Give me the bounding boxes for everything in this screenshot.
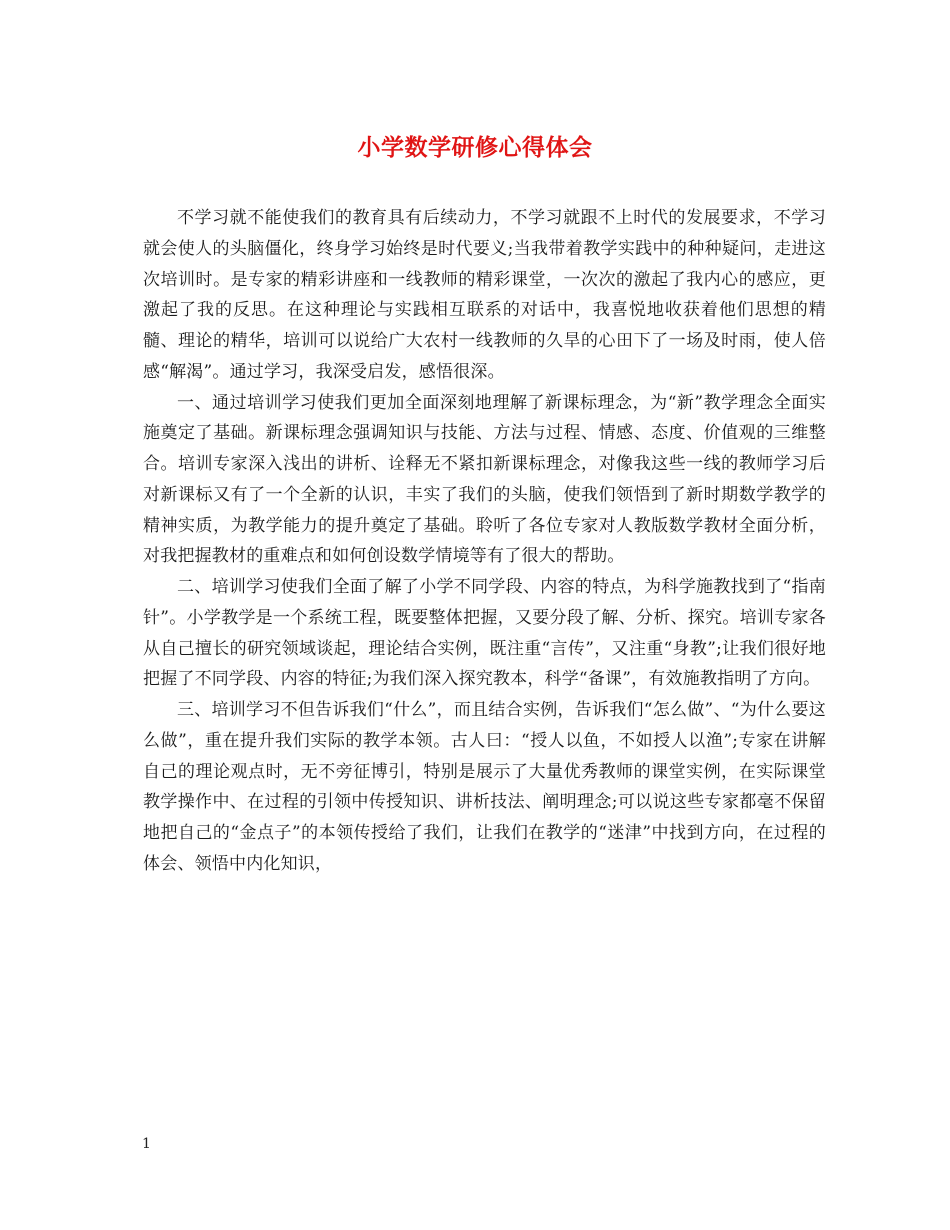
- paragraph-intro: 不学习就不能使我们的教育具有后续动力，不学习就跟不上时代的发展要求，不学习就会使人的头脑僵化，终身学习始终是时代要义;当我带着教学实践中的种种疑问，走进这次培训时。是专家的精彩讲座和一线教师的精彩课堂，一次次的激起了我内心的感应，更激起了我的反思。在这种理论与实践相互联系的对话中，我喜悦地收获着他们思想的精髓、理论的精华，培训可以说给广大农村一线教师的久旱的心田下了一场及时雨，使人倍感“解渴”。通过学习，我深受启发，感悟很深。: [143, 208, 826, 382]
- document-title: 小学数学研修心得体会: [357, 134, 593, 161]
- document-body: [143, 203, 826, 880]
- paragraph-section-2: 二、培训学习使我们全面了解了小学不同学段、内容的特点，为科学施教找到了“指南针”。小学教学是一个系统工程，既要整体把握，又要分段了解、分析、探究。培训专家各从自己擅长的研究领域谈起，理论结合实例，既注重“言传”，又注重“身教”;让我们很好地把握了不同学段、内容的特征;为我们深入探究教本，科学“备课”，有效施教指明了方向。: [143, 577, 826, 690]
- paragraph-section-1: 一、通过培训学习使我们更加全面深刻地理解了新课标理念，为“新”教学理念全面实施奠定了基础。新课标理念强调知识与技能、方法与过程、情感、态度、价值观的三维整合。培训专家深入浅出的讲析、诠释无不紧扣新课标理念，对像我这些一线的教师学习后对新课标又有了一个全新的认识，丰实了我们的头脑，使我们领悟到了新时期数学教学的精神实质，为教学能力的提升奠定了基础。聆听了各位专家对人教版数学教材全面分析，对我把握教材的重难点和如何创设数学情境等有了很大的帮助。: [143, 392, 826, 567]
- page-number: 1: [142, 1136, 151, 1152]
- paragraph-section-3: 三、培训学习不但告诉我们“什么”，而且结合实例，告诉我们“怎么做”、“为什么要这么做”，重在提升我们实际的教学本领。古人曰：“授人以鱼，不如授人以渔”;专家在讲解自己的理论观点时，无不旁征博引，特别是展示了大量优秀教师的课堂实例，在实际课堂教学操作中、在过程的引领中传授知识、讲析技法、阐明理念;可以说这些专家都毫不保留地把自己的“金点子”的本领传授给了我们，让我们在教学的“迷津”中找到方向，在过程的体会、领悟中内化知识，: [143, 700, 826, 874]
